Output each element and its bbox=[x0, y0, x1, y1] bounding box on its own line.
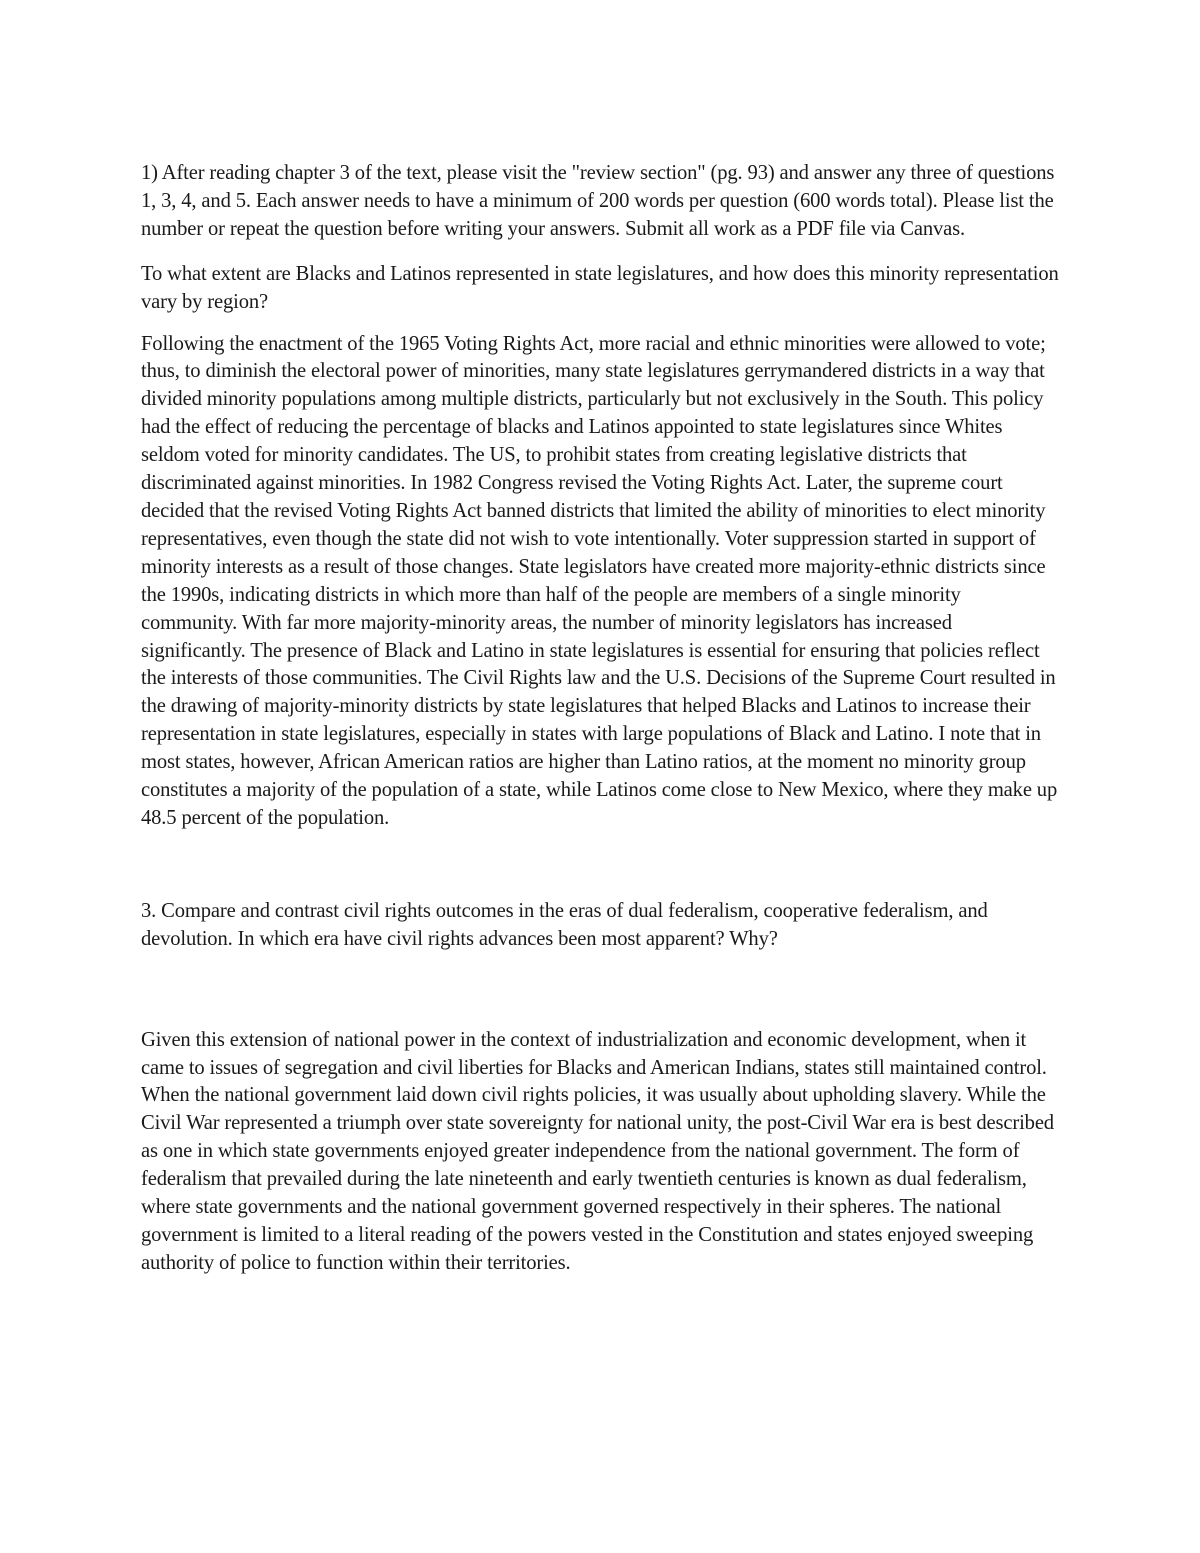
question-3-prompt: 3. Compare and contrast civil rights outcomes in the eras of dual federalism, cooperative federalism, and devolution. In which era have civil rights advances been most apparent? Why? bbox=[141, 899, 988, 950]
spacer bbox=[141, 850, 1061, 898]
question-1-prompt: To what extent are Blacks and Latinos represented in state legislatures, and how does this minority representation vary by region? bbox=[141, 262, 1059, 313]
answer-3-paragraph: Given this extension of national power in the context of industrialization and economic development, when it came to issues of segregation and civil liberties for Blacks and American Indians, states still maintained control. When the national government laid down civil rights policies, it was usually about upholding slavery. While the Civil War represented a triumph over state sovereignty for national unity, the post-Civil War era is best described as one in which state governments enjoyed greater independence from the national government. The form of federalism that prevailed during the late nineteenth and early twentieth centuries is known as dual federalism, where state governments and the national government governed respectively in their spheres. The national government is limited to a literal reading of the powers vested in the Constitution and states enjoyed sweeping authority of police to function within their territories. bbox=[141, 1028, 1054, 1274]
spacer bbox=[141, 971, 1061, 1027]
document-body bbox=[141, 160, 1061, 1295]
answer-1-paragraph: Following the enactment of the 1965 Voting Rights Act, more racial and ethnic minorities were allowed to vote; thus, to diminish the electoral power of minorities, many state legislatures gerrymandered districts in a way that divided minority populations among multiple districts, particularly but not exclusively in the South. This policy had the effect of reducing the percentage of blacks and Latinos appointed to state legislatures since Whites seldom voted for minority candidates. The US, to prohibit states from creating legislative districts that discriminated against minorities. In 1982 Congress revised the Voting Rights Act. Later, the supreme court decided that the revised Voting Rights Act banned districts that limited the ability of minorities to elect minority representatives, even though the state did not wish to vote intentionally. Voter suppression started in support of minority interests as a result of those changes. State legislators have created more majority-ethnic districts since the 1990s, indicating districts in which more than half of the people are members of a single minority community. With far more majority-minority areas, the number of minority legislators has increased significantly. The presence of Black and Latino in state legislatures is essential for ensuring that policies reflect the interests of those communities. The Civil Rights law and the U.S. Decisions of the Supreme Court resulted in the drawing of majority-minority districts by state legislatures that helped Blacks and Latinos to increase their representation in state legislatures, especially in states with large populations of Black and Latino. I note that in most states, however, African American ratios are higher than Latino ratios, at the moment no minority group constitutes a majority of the population of a state, while Latinos come close to New Mexico, where they make up 48.5 percent of the population. bbox=[141, 332, 1058, 829]
assignment-instructions: 1) After reading chapter 3 of the text, please visit the "review section" (pg. 93) and answer any three of questions 1, 3, 4, and 5. Each answer needs to have a minimum of 200 words per question (600 words total). Please list the number or repeat the question before writing your answers. Submit all work as a PDF file via Canvas. bbox=[141, 162, 1055, 240]
